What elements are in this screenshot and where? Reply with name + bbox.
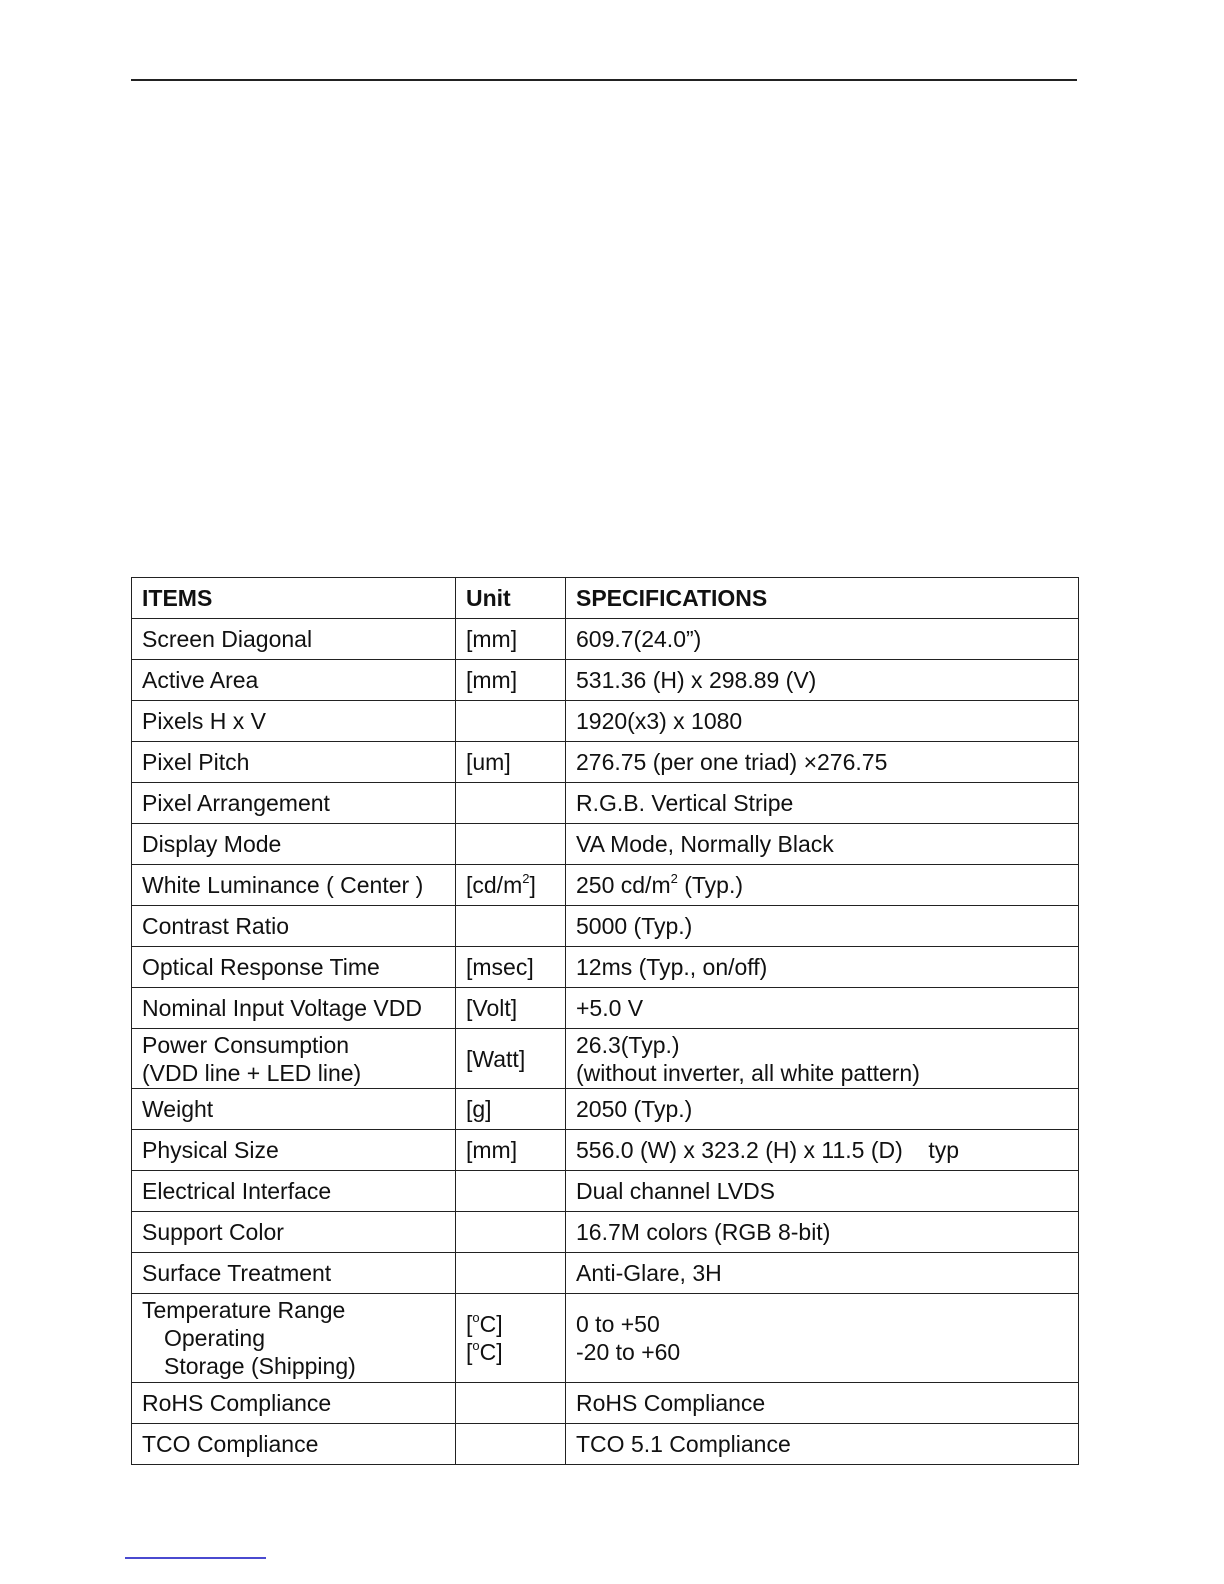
item-cell: Nominal Input Voltage VDD <box>132 988 456 1029</box>
table-row <box>132 988 1079 1029</box>
spec-line: 26.3(Typ.) <box>576 1031 680 1058</box>
footer-link-underline <box>125 1557 266 1559</box>
unit-cell <box>456 906 566 947</box>
unit-tail: ] <box>529 872 536 898</box>
spec-base: 250 cd/m <box>576 872 671 898</box>
unit-base: [ <box>466 1311 473 1337</box>
spec-cell: VA Mode, Normally Black <box>566 824 1079 865</box>
table-row <box>132 1130 1079 1171</box>
spec-cell: 12ms (Typ., on/off) <box>566 947 1079 988</box>
unit-cell <box>456 1294 566 1383</box>
unit-cell <box>456 701 566 742</box>
table-row <box>132 619 1079 660</box>
unit-superscript: o <box>472 1338 480 1353</box>
spec-cell: +5.0 V <box>566 988 1079 1029</box>
unit-base: [cd/m <box>466 872 523 898</box>
spec-cell: 531.36 (H) x 298.89 (V) <box>566 660 1079 701</box>
item-cell: Optical Response Time <box>132 947 456 988</box>
item-cell: Screen Diagonal <box>132 619 456 660</box>
spec-tail: (Typ.) <box>677 872 744 898</box>
unit-superscript: 2 <box>522 871 530 886</box>
spec-cell: Anti-Glare, 3H <box>566 1253 1079 1294</box>
header-items: ITEMS <box>132 578 456 619</box>
item-line: Power Consumption <box>142 1031 350 1058</box>
item-cell: TCO Compliance <box>132 1424 456 1465</box>
unit-cell <box>456 1212 566 1253</box>
spec-superscript: 2 <box>670 871 678 886</box>
unit-cell <box>456 1171 566 1212</box>
table-row <box>132 1253 1079 1294</box>
item-cell: Pixel Arrangement <box>132 783 456 824</box>
table-row <box>132 1171 1079 1212</box>
spec-cell <box>566 1294 1079 1383</box>
item-cell: Weight <box>132 1089 456 1130</box>
table-row <box>132 660 1079 701</box>
table-row <box>132 701 1079 742</box>
spec-cell: TCO 5.1 Compliance <box>566 1424 1079 1465</box>
table-row <box>132 1294 1079 1383</box>
item-line: Operating <box>164 1325 266 1351</box>
unit-cell: [mm] <box>456 619 566 660</box>
item-cell: Pixels H x V <box>132 701 456 742</box>
table-row <box>132 1089 1079 1130</box>
item-line: Storage (Shipping) <box>164 1353 356 1379</box>
table-row <box>132 865 1079 906</box>
unit-cell: [mm] <box>456 1130 566 1171</box>
spec-cell: Dual channel LVDS <box>566 1171 1079 1212</box>
unit-cell <box>456 1383 566 1424</box>
specifications-table <box>131 577 1079 1465</box>
unit-base: [ <box>466 1339 473 1365</box>
spec-cell: 5000 (Typ.) <box>566 906 1079 947</box>
item-cell: Electrical Interface <box>132 1171 456 1212</box>
unit-cell <box>456 824 566 865</box>
item-cell: Display Mode <box>132 824 456 865</box>
spec-cell <box>566 865 1079 906</box>
unit-cell <box>456 865 566 906</box>
item-cell: White Luminance ( Center ) <box>132 865 456 906</box>
table-row <box>132 1424 1079 1465</box>
spec-cell: 556.0 (W) x 323.2 (H) x 11.5 (D) typ <box>566 1130 1079 1171</box>
table-row <box>132 906 1079 947</box>
unit-cell: [g] <box>456 1089 566 1130</box>
unit-cell: [msec] <box>456 947 566 988</box>
unit-cell: [Watt] <box>456 1029 566 1089</box>
spec-cell: 2050 (Typ.) <box>566 1089 1079 1130</box>
unit-cell: [um] <box>456 742 566 783</box>
unit-tail: C] <box>479 1339 503 1365</box>
item-cell: Contrast Ratio <box>132 906 456 947</box>
spec-cell: R.G.B. Vertical Stripe <box>566 783 1079 824</box>
spec-cell: RoHS Compliance <box>566 1383 1079 1424</box>
item-cell <box>132 1294 456 1383</box>
spec-cell: 609.7(24.0”) <box>566 619 1079 660</box>
item-cell: Surface Treatment <box>132 1253 456 1294</box>
unit-cell <box>456 1424 566 1465</box>
item-cell: Physical Size <box>132 1130 456 1171</box>
table-row <box>132 1029 1079 1089</box>
header-rule <box>131 79 1077 81</box>
spec-line: 0 to +50 <box>576 1311 660 1337</box>
unit-line <box>466 1338 555 1366</box>
item-line: Temperature Range <box>142 1297 346 1323</box>
unit-cell: [Volt] <box>456 988 566 1029</box>
unit-cell: [mm] <box>456 660 566 701</box>
unit-superscript: o <box>472 1310 480 1325</box>
unit-line <box>466 1310 555 1338</box>
item-cell: RoHS Compliance <box>132 1383 456 1424</box>
spec-cell: 276.75 (per one triad) ×276.75 <box>566 742 1079 783</box>
unit-cell <box>456 783 566 824</box>
header-specifications: SPECIFICATIONS <box>566 578 1079 619</box>
spec-cell <box>566 1029 1079 1089</box>
spec-line: -20 to +60 <box>576 1339 681 1365</box>
item-cell: Active Area <box>132 660 456 701</box>
table-row <box>132 742 1079 783</box>
table-row <box>132 824 1079 865</box>
unit-tail: C] <box>479 1311 503 1337</box>
table-row <box>132 783 1079 824</box>
item-line: (VDD line + LED line) <box>142 1059 362 1086</box>
table-row <box>132 1212 1079 1253</box>
spec-cell: 1920(x3) x 1080 <box>566 701 1079 742</box>
item-cell: Pixel Pitch <box>132 742 456 783</box>
spec-line: (without inverter, all white pattern) <box>576 1059 920 1086</box>
item-cell: Support Color <box>132 1212 456 1253</box>
unit-cell <box>456 1253 566 1294</box>
table-header-row <box>132 578 1079 619</box>
header-unit: Unit <box>456 578 566 619</box>
table-row <box>132 947 1079 988</box>
item-cell <box>132 1029 456 1089</box>
spec-cell: 16.7M colors (RGB 8-bit) <box>566 1212 1079 1253</box>
table-row <box>132 1383 1079 1424</box>
